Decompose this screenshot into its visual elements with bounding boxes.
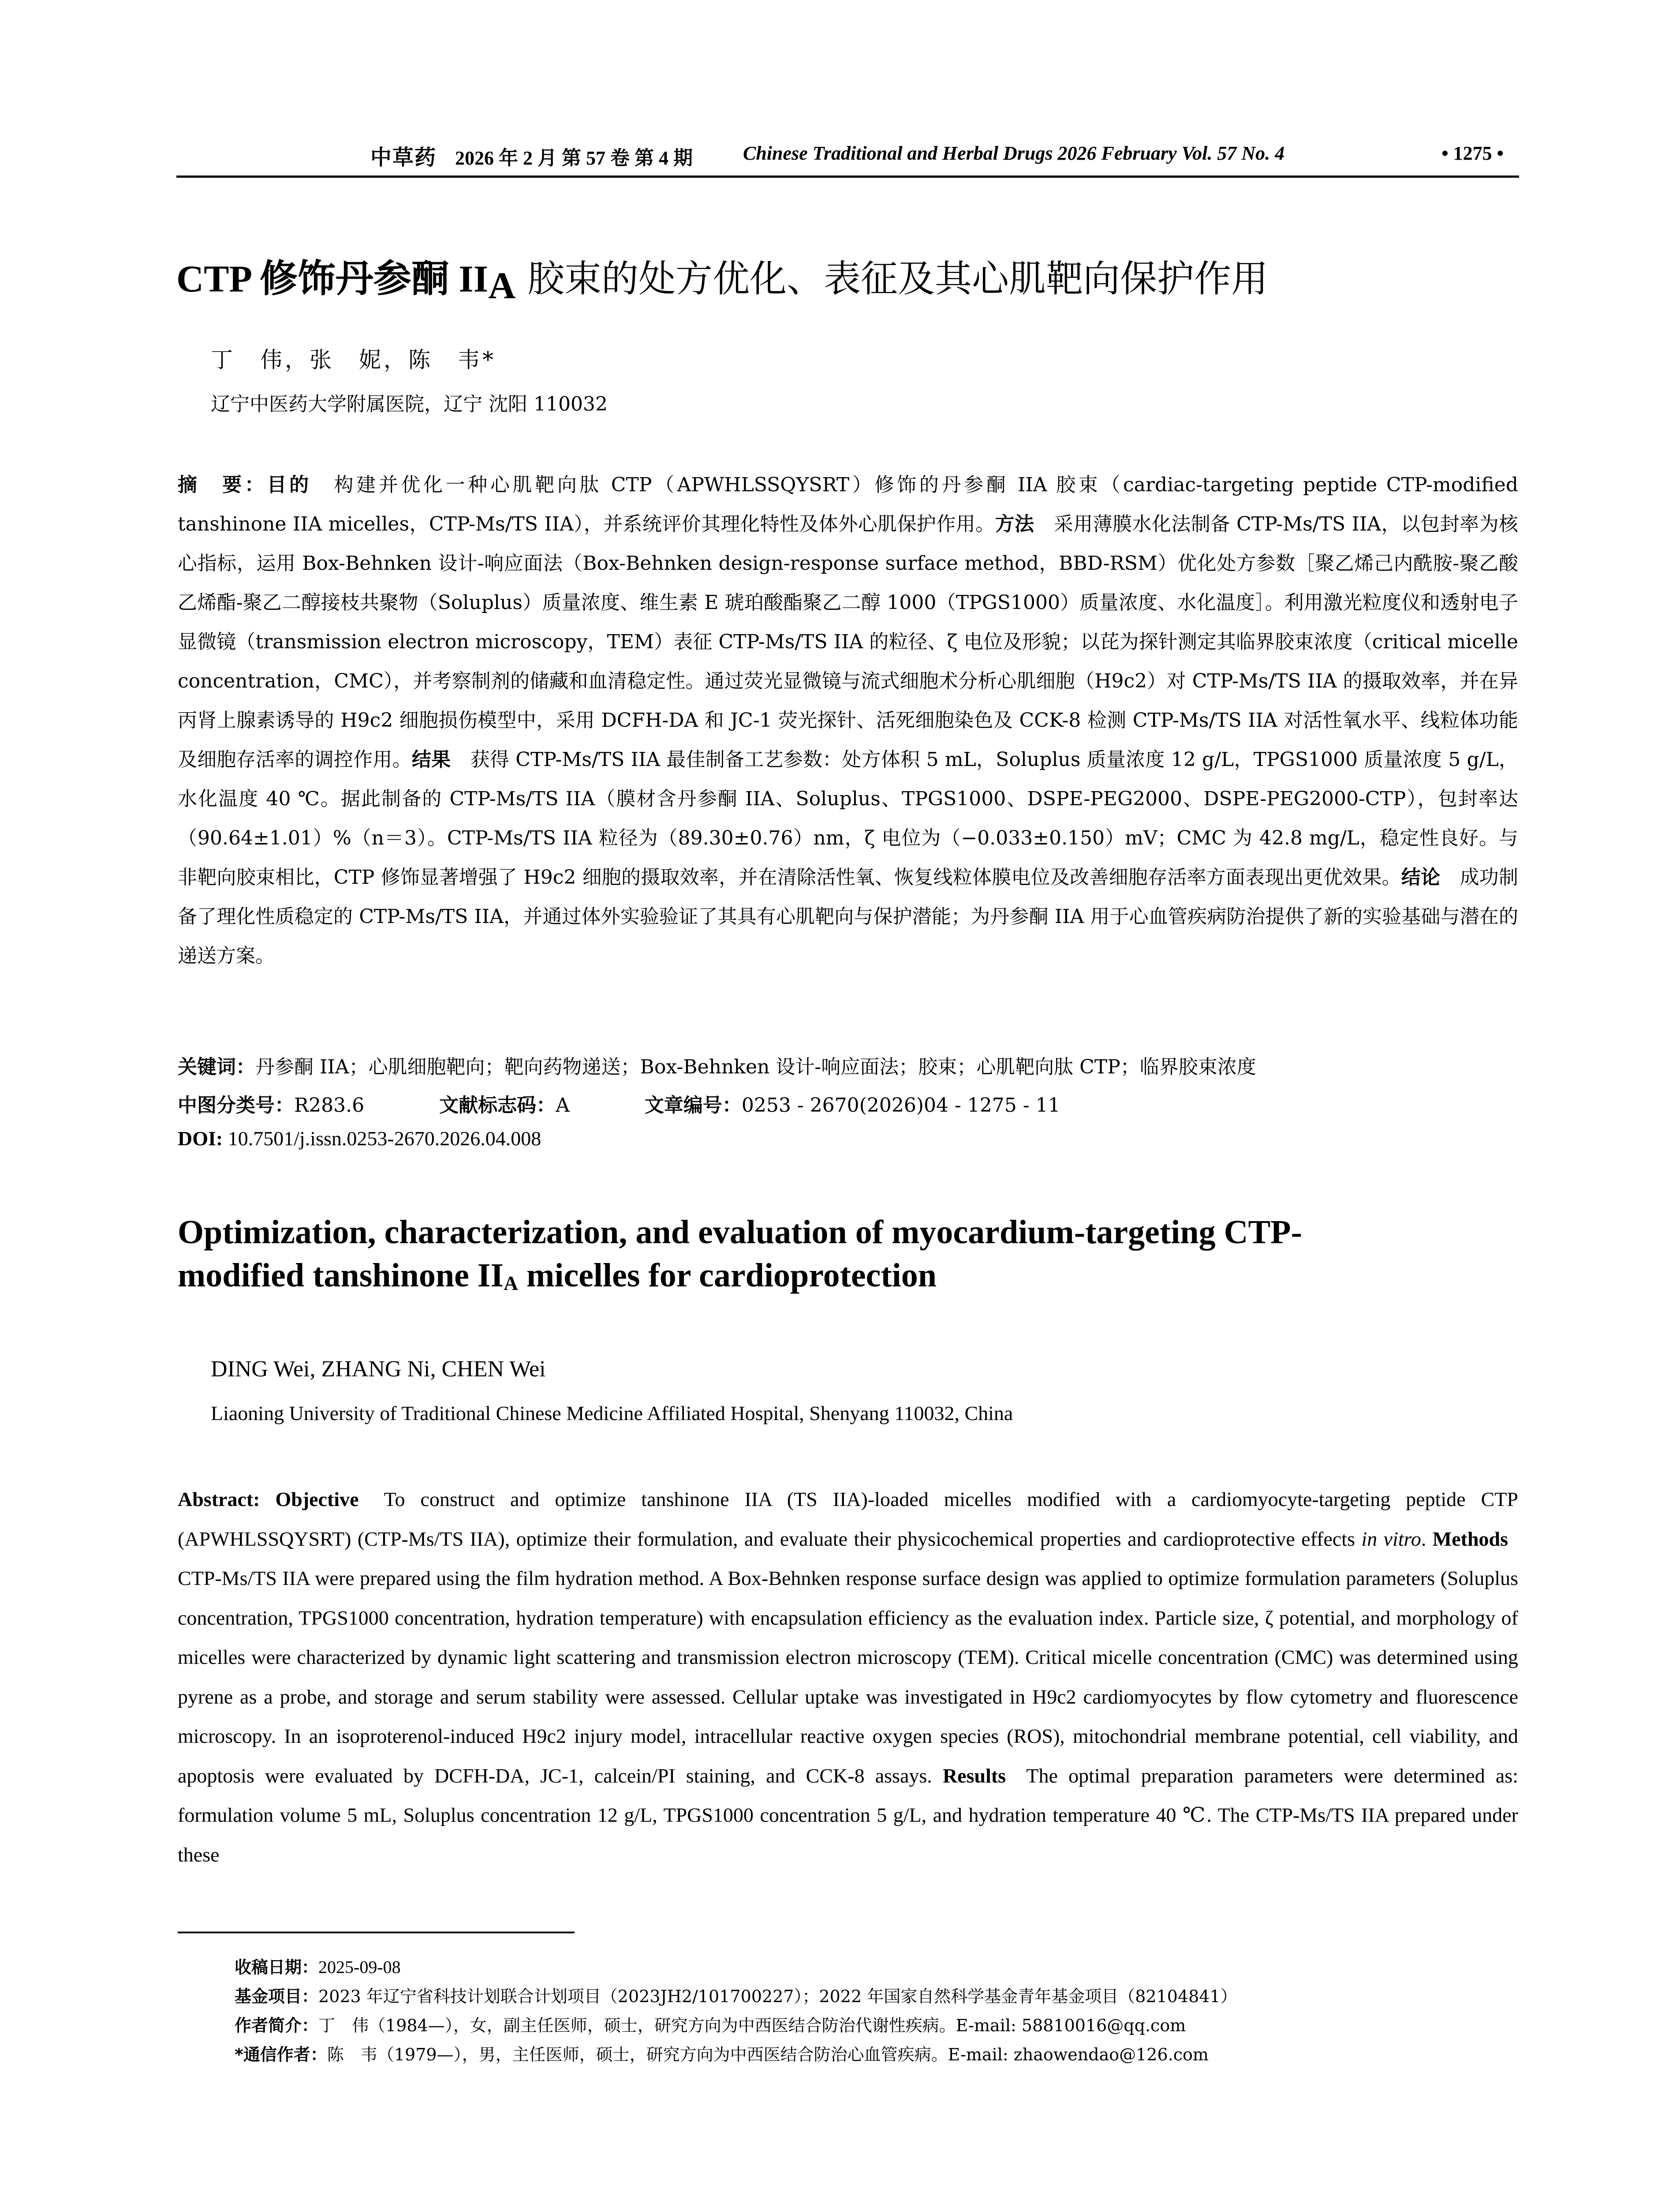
cn-abstract <box>178 465 1518 975</box>
footnote-corresponding <box>235 2040 1237 2069</box>
doi <box>178 1127 541 1150</box>
cn-objective-text: 构建并优化一种心肌靶向肽 CTP（APWHLSSQYSRT）修饰的丹参酮 IIA 胶束（cardiac-targeting peptide CTP-modified tanshinone IIA micelles，CTP-Ms/TS IIA），并系统评价其理化特性及体外心肌保护作用。 <box>178 474 1519 535</box>
en-objective-italic: in vitro <box>1361 1527 1421 1550</box>
en-authors: DING Wei, ZHANG Ni, CHEN Wei <box>211 1357 546 1382</box>
cn-methods-text: 采用薄膜水化法制备 CTP-Ms/TS IIA，以包封率为核心指标，运用 Box-Behnken 设计-响应面法（Box-Behnken design-response surface method，BBD-RSM）优化处方参数［聚乙烯己内酰胺-聚乙酸乙烯酯-聚乙二醇接枝共聚物（Soluplus）质量浓度、维生素 E 琥珀酸酯聚乙二醇 1000（TPGS1000）质量浓度、水化温度］。利用激光粒度仪和透射电子显微镜（transmission electron microscopy，TEM）表征 CTP-Ms/TS IIA 的粒径、ζ 电位及形貌；以芘为探针测定其临界胶束浓度（critical micelle concentration，CMC），并考察制剂的储藏和血清稳定性。通过荧光显微镜与流式细胞术分析心肌细胞（H9c2）对 CTP-Ms/TS IIA 的摄取效率，并在异丙肾上腺素诱导的 H9c2 细胞损伤模型中，采用 DCFH-DA 和 JC-1 荧光探针、活死细胞染色及 CCK-8 检测 CTP-Ms/TS IIA 对活性氧水平、线粒体功能及细胞存活率的调控作用。 <box>178 513 1519 771</box>
en-title-line2-post: micelles for cardioprotection <box>518 1257 937 1294</box>
en-title <box>178 1211 1518 1297</box>
running-header <box>176 140 1517 176</box>
cn-title-pre: CTP 修饰丹参酮 II <box>176 258 489 300</box>
author-bio-text: 丁 伟（1984—），女，副主任医师，硕士，研究方向为中西医结合防治代谢性疾病。E-mail: 58810016@qq.com <box>318 2016 1186 2035</box>
cn-methods-label: 方法 <box>995 513 1034 535</box>
cn-conclusion-label: 结论 <box>1401 866 1441 889</box>
footnote-author-bio <box>235 2011 1237 2040</box>
cn-results-text: 获得 CTP-Ms/TS IIA 最佳制备工艺参数：处方体积 5 mL，Soluplus 质量浓度 12 g/L，TPGS1000 质量浓度 5 g/L，水化温度 40 ℃。据此制备的 CTP-Ms/TS IIA（膜材含丹参酮 IIA、Soluplus、TPGS1000、DSPE-PEG2000、DSPE-PEG2000-CTP），包封率达（90.64±1.01）%（n＝3）。CTP-Ms/TS IIA 粒径为（89.30±0.76）nm，ζ 电位为（−0.033±0.150）mV；CMC 为 42.8 mg/L，稳定性良好。与非靶向胶束相比，CTP 修饰显著增强了 H9c2 细胞的摄取效率，并在清除活性氧、恢复线粒体膜电位及改善细胞存活率方面表现出更优效果。 <box>178 748 1519 889</box>
footnote-funding <box>235 1982 1237 2011</box>
cn-title <box>176 248 1269 307</box>
cn-abstract-label: 摘 要： <box>178 474 267 496</box>
en-objective-label: Objective <box>275 1488 359 1510</box>
doc-code-value: A <box>556 1094 570 1117</box>
received-date: 2025-09-08 <box>318 1957 401 1977</box>
doi-label: DOI: <box>178 1127 223 1150</box>
clc-value: R283.6 <box>294 1094 365 1117</box>
en-methods-label: Methods <box>1432 1527 1508 1550</box>
cn-conclusion-text: 成功制备了理化性质稳定的 CTP-Ms/TS IIA，并通过体外实验验证了其具有心肌靶向与保护潜能；为丹参酮 IIA 用于心血管疾病防治提供了新的实验基础与潜在的递送方案。 <box>178 866 1519 967</box>
article-id-value: 0253 - 2670(2026)04 - 1275 - 11 <box>741 1094 1060 1117</box>
corresponding-label: *通信作者： <box>235 2045 327 2064</box>
corresponding-text: 陈 韦（1979—），男，主任医师，硕士，研究方向为中西医结合防治心血管疾病。E-mail: zhaowendao@126.com <box>327 2045 1209 2064</box>
en-title-line2-pre: modified tanshinone II <box>178 1257 504 1294</box>
cn-affiliation: 辽宁中医药大学附属医院，辽宁 沈阳 110032 <box>211 393 608 415</box>
en-title-sub: A <box>504 1272 519 1295</box>
footnotes <box>235 1953 1237 2069</box>
cn-keywords-label: 关键词： <box>178 1056 255 1078</box>
journal-name-cn: 中草药 <box>370 145 437 170</box>
doi-value[interactable]: 10.7501/j.issn.0253-2670.2026.04.008 <box>228 1127 541 1150</box>
issue-info-en: Chinese Traditional and Herbal Drugs 2026 February Vol. 57 No. 4 <box>743 142 1285 164</box>
header-rule <box>176 176 1519 178</box>
cn-classification <box>178 1089 1060 1117</box>
clc-label: 中图分类号： <box>178 1094 294 1117</box>
en-objective-text: To construct and optimize tanshinone IIA (TS IIA)-loaded micelles modified with a cardiomyocyte-targeting peptide CTP (APWHLSSQYSRT) (CTP-Ms/TS IIA), optimize their formulation, and evaluate their physicochemical properties and cardioprotective effects <box>178 1488 1519 1550</box>
en-title-line1: Optimization, characterization, and evaluation of myocardium-targeting CTP- <box>178 1214 1302 1251</box>
en-methods-text: CTP-Ms/TS IIA were prepared using the film hydration method. A Box-Behnken response surface design was applied to optimize formulation parameters (Soluplus concentration, TPGS1000 concentration, hydration temperature) with encapsulation efficiency as the evaluation index. Particle size, ζ potential, and morphology of micelles were characterized by dynamic light scattering and transmission electron microscopy (TEM). Critical micelle concentration (CMC) was determined using pyrene as a probe, and storage and serum stability were assessed. Cellular uptake was investigated in H9c2 cardiomyocytes by flow cytometry and fluorescence microscopy. In an isoproterenol-induced H9c2 injury model, intracellular reactive oxygen species (ROS), mitochondrial membrane potential, cell viability, and apoptosis were evaluated by DCFH-DA, JC-1, calcein/PI staining, and CCK-8 assays. <box>178 1567 1518 1787</box>
cn-title-post: 胶束的处方优化、表征及其心肌靶向保护作用 <box>515 257 1269 300</box>
en-results-text: The optimal preparation parameters were determined as: formulation volume 5 mL, Soluplus concentration 12 g/L, TPGS1000 concentration 5 g/L, and hydration temperature 40 ℃. The CTP-Ms/TS IIA prepared under these <box>178 1764 1519 1866</box>
cn-keywords-text: 丹参酮 IIA；心肌细胞靶向；靶向药物递送；Box-Behnken 设计-响应面法；胶束；心肌靶向肽 CTP；临界胶束浓度 <box>255 1056 1256 1078</box>
funding-label: 基金项目： <box>235 1987 319 2006</box>
en-affiliation: Liaoning University of Traditional Chinese Medicine Affiliated Hospital, Shenyang 110032, China <box>211 1402 1013 1424</box>
funding-text: 2023 年辽宁省科技计划联合计划项目（2023JH2/101700227）；2022 年国家自然科学基金青年基金项目（82104841） <box>318 1987 1237 2006</box>
footnote-received <box>235 1953 1237 1982</box>
issue-info-cn: 2026 年 2 月 第 57 卷 第 4 期 <box>455 147 693 169</box>
doc-code-label: 文献标志码： <box>439 1094 556 1117</box>
cn-title-sub: A <box>488 264 516 307</box>
en-title-line2 <box>178 1254 1518 1297</box>
received-label: 收稿日期： <box>235 1958 319 1977</box>
en-results-label: Results <box>942 1764 1006 1787</box>
cn-authors: 丁 伟，张 妮，陈 韦* <box>211 347 496 373</box>
cn-objective-label: 目的 <box>267 474 312 496</box>
cn-keywords <box>178 1051 1256 1079</box>
en-abstract-label: Abstract: <box>178 1488 260 1510</box>
page-number: • 1275 • <box>1441 142 1504 164</box>
footnote-rule <box>178 1932 575 1933</box>
cn-results-label: 结果 <box>411 748 451 771</box>
en-abstract: Abstract: Objective To construct and optimize tanshinone IIA (TS IIA)-loaded micelles modified with a cardiomyocyte-targeting peptide CTP (APWHLSSQYSRT) (CTP-Ms/TS IIA), optimize their formulation, and evaluate their physicochemical properties and cardioprotective effects in vitro. Methods CTP-Ms/TS IIA were prepared using the film hydration method. A Box-Behnken response surface design was applied to optimize formulation parameters (Soluplus concentration, TPGS1000 concentration, hydration temperature) with encapsulation efficiency as the evaluation index. Particle size, ζ potential, and morphology of micelles were characterized by dynamic light scattering and transmission electron microscopy (TEM). Critical micelle concentration (CMC) was determined using pyrene as a probe, and storage and serum stability were assessed. Cellular uptake was investigated in H9c2 cardiomyocytes by flow cytometry and fluorescence microscopy. In an isoproterenol-induced H9c2 injury model, intracellular reactive oxygen species (ROS), mitochondrial membrane potential, cell viability, and apoptosis were evaluated by DCFH-DA, JC-1, calcein/PI staining, and CCK-8 assays. Results The optimal preparation parameters were determined as: formulation volume 5 mL, Soluplus concentration 12 g/L, TPGS1000 concentration 5 g/L, and hydration temperature 40 ℃. The CTP-Ms/TS IIA prepared under these <box>178 1488 1519 1866</box>
author-bio-label: 作者简介： <box>235 2016 319 2035</box>
article-id-label: 文章编号： <box>644 1094 742 1117</box>
